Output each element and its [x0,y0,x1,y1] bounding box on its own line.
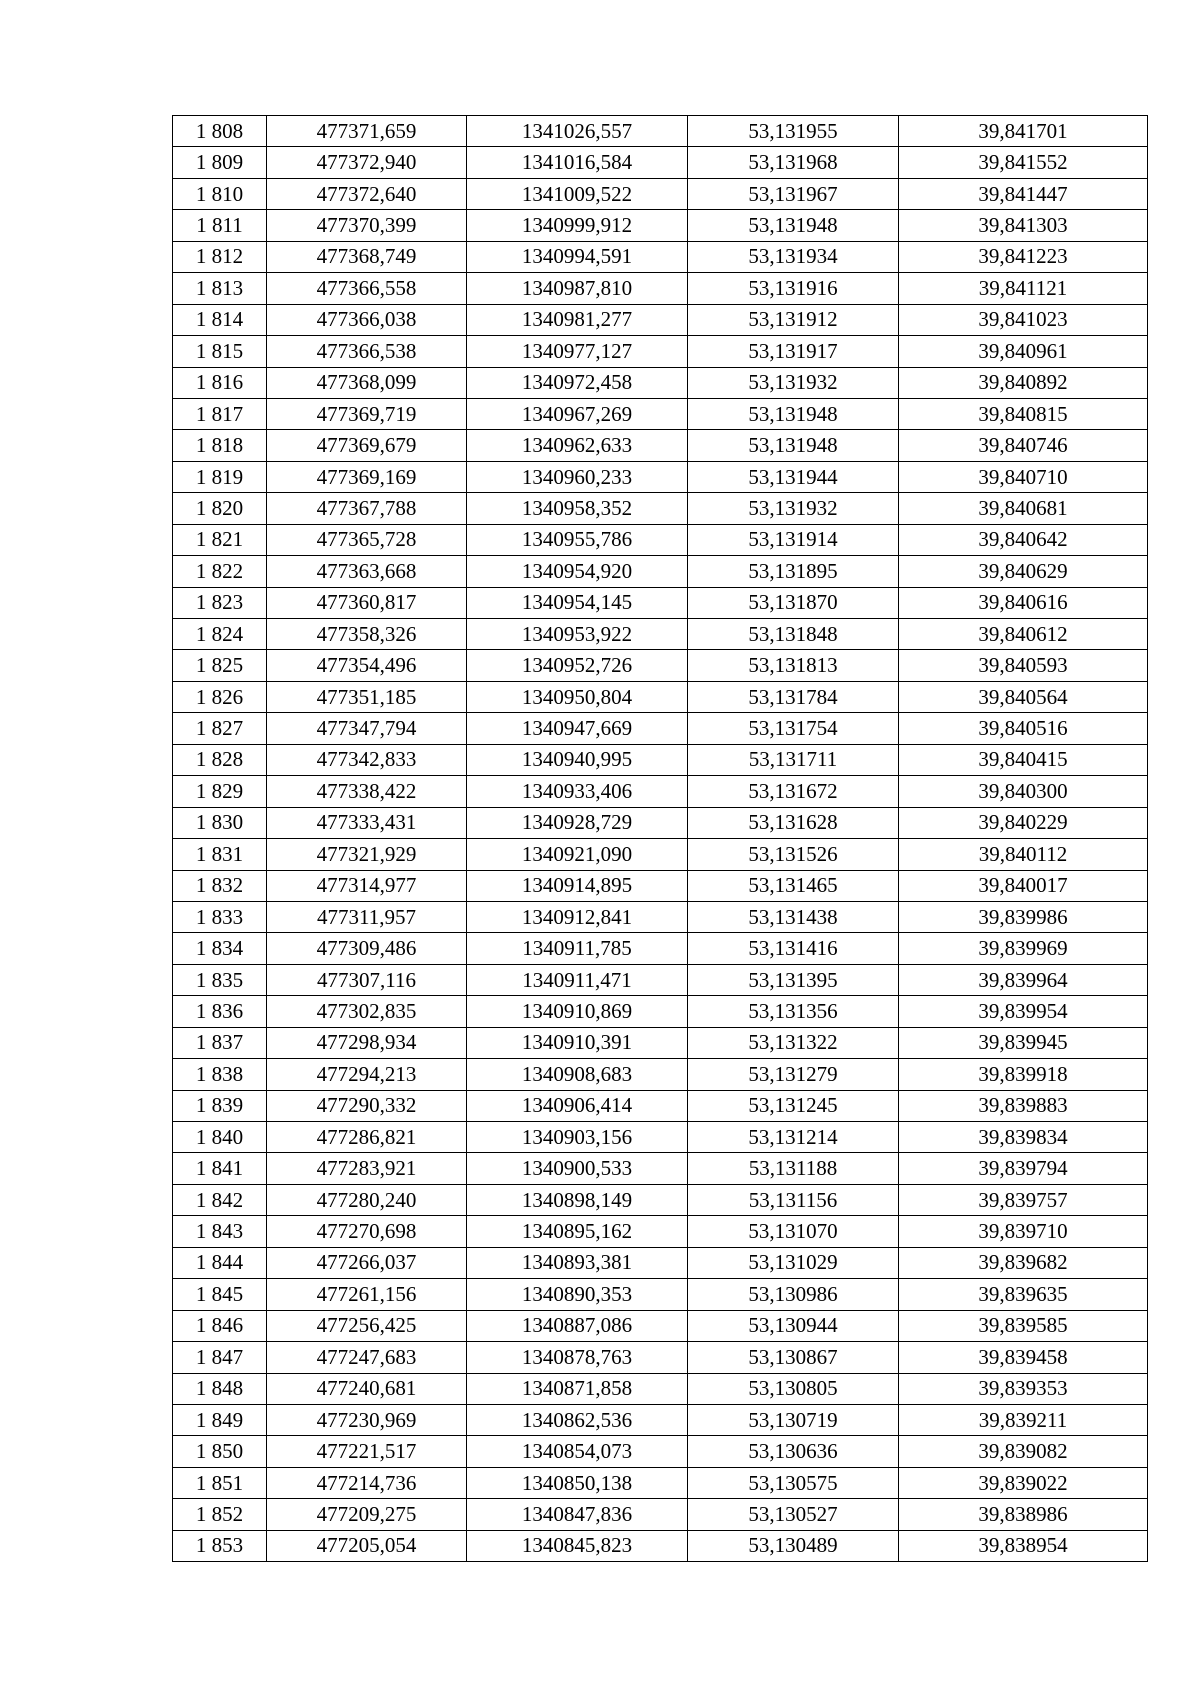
y-coordinate-cell: 1340958,352 [467,493,688,524]
longitude-cell: 39,840612 [899,619,1148,650]
table-row [173,1122,1148,1153]
longitude-cell: 39,840415 [899,744,1148,775]
x-coordinate-cell: 477214,736 [267,1467,467,1498]
longitude-cell: 39,840629 [899,556,1148,587]
point-number-cell: 1 823 [173,587,267,618]
longitude-cell: 39,840961 [899,336,1148,367]
latitude-cell: 53,131156 [688,1184,899,1215]
latitude-cell: 53,130719 [688,1404,899,1435]
table-row [173,461,1148,492]
y-coordinate-cell: 1340994,591 [467,241,688,272]
latitude-cell: 53,131932 [688,493,899,524]
table-row [173,1436,1148,1467]
point-number-cell: 1 849 [173,1404,267,1435]
y-coordinate-cell: 1340900,533 [467,1153,688,1184]
y-coordinate-cell: 1340967,269 [467,398,688,429]
x-coordinate-cell: 477290,332 [267,1090,467,1121]
x-coordinate-cell: 477247,683 [267,1342,467,1373]
point-number-cell: 1 809 [173,147,267,178]
longitude-cell: 39,841447 [899,178,1148,209]
x-coordinate-cell: 477283,921 [267,1153,467,1184]
point-number-cell: 1 838 [173,1059,267,1090]
table-row [173,1027,1148,1058]
point-number-cell: 1 828 [173,744,267,775]
y-coordinate-cell: 1340878,763 [467,1342,688,1373]
y-coordinate-cell: 1340962,633 [467,430,688,461]
point-number-cell: 1 824 [173,619,267,650]
x-coordinate-cell: 477321,929 [267,839,467,870]
latitude-cell: 53,131870 [688,587,899,618]
y-coordinate-cell: 1340914,895 [467,870,688,901]
longitude-cell: 39,839022 [899,1467,1148,1498]
latitude-cell: 53,130986 [688,1279,899,1310]
longitude-cell: 39,838954 [899,1530,1148,1561]
longitude-cell: 39,840746 [899,430,1148,461]
y-coordinate-cell: 1340910,869 [467,996,688,1027]
latitude-cell: 53,131754 [688,713,899,744]
x-coordinate-cell: 477333,431 [267,807,467,838]
y-coordinate-cell: 1340950,804 [467,681,688,712]
point-number-cell: 1 852 [173,1499,267,1530]
longitude-cell: 39,839986 [899,901,1148,932]
x-coordinate-cell: 477256,425 [267,1310,467,1341]
y-coordinate-cell: 1340928,729 [467,807,688,838]
x-coordinate-cell: 477363,668 [267,556,467,587]
x-coordinate-cell: 477351,185 [267,681,467,712]
point-number-cell: 1 811 [173,210,267,241]
point-number-cell: 1 839 [173,1090,267,1121]
table-row [173,116,1148,147]
latitude-cell: 53,131356 [688,996,899,1027]
x-coordinate-cell: 477366,038 [267,304,467,335]
y-coordinate-cell: 1340972,458 [467,367,688,398]
point-number-cell: 1 832 [173,870,267,901]
latitude-cell: 53,130527 [688,1499,899,1530]
table-row [173,839,1148,870]
point-number-cell: 1 850 [173,1436,267,1467]
x-coordinate-cell: 477366,558 [267,273,467,304]
point-number-cell: 1 843 [173,1216,267,1247]
point-number-cell: 1 846 [173,1310,267,1341]
table-row [173,1153,1148,1184]
latitude-cell: 53,130575 [688,1467,899,1498]
point-number-cell: 1 848 [173,1373,267,1404]
table-row [173,650,1148,681]
y-coordinate-cell: 1340903,156 [467,1122,688,1153]
point-number-cell: 1 819 [173,461,267,492]
latitude-cell: 53,131628 [688,807,899,838]
latitude-cell: 53,131672 [688,776,899,807]
longitude-cell: 39,839954 [899,996,1148,1027]
latitude-cell: 53,131395 [688,964,899,995]
table-row [173,367,1148,398]
y-coordinate-cell: 1341026,557 [467,116,688,147]
longitude-cell: 39,840815 [899,398,1148,429]
longitude-cell: 39,840017 [899,870,1148,901]
x-coordinate-cell: 477280,240 [267,1184,467,1215]
longitude-cell: 39,840112 [899,839,1148,870]
latitude-cell: 53,131968 [688,147,899,178]
latitude-cell: 53,131848 [688,619,899,650]
table-row [173,1499,1148,1530]
y-coordinate-cell: 1340906,414 [467,1090,688,1121]
longitude-cell: 39,839585 [899,1310,1148,1341]
y-coordinate-cell: 1340847,836 [467,1499,688,1530]
x-coordinate-cell: 477369,169 [267,461,467,492]
y-coordinate-cell: 1340871,858 [467,1373,688,1404]
table-row [173,587,1148,618]
table-row [173,273,1148,304]
x-coordinate-cell: 477311,957 [267,901,467,932]
table-row [173,1530,1148,1561]
point-number-cell: 1 815 [173,336,267,367]
point-number-cell: 1 853 [173,1530,267,1561]
table-row [173,713,1148,744]
point-number-cell: 1 831 [173,839,267,870]
latitude-cell: 53,131279 [688,1059,899,1090]
y-coordinate-cell: 1340854,073 [467,1436,688,1467]
longitude-cell: 39,839682 [899,1247,1148,1278]
table-row [173,964,1148,995]
table-row [173,398,1148,429]
table-row [173,681,1148,712]
y-coordinate-cell: 1341009,522 [467,178,688,209]
latitude-cell: 53,130867 [688,1342,899,1373]
y-coordinate-cell: 1340908,683 [467,1059,688,1090]
table-row [173,1247,1148,1278]
point-number-cell: 1 844 [173,1247,267,1278]
y-coordinate-cell: 1340940,995 [467,744,688,775]
point-number-cell: 1 820 [173,493,267,524]
x-coordinate-cell: 477298,934 [267,1027,467,1058]
point-number-cell: 1 827 [173,713,267,744]
table-row [173,1310,1148,1341]
latitude-cell: 53,131948 [688,398,899,429]
point-number-cell: 1 810 [173,178,267,209]
longitude-cell: 39,840229 [899,807,1148,838]
latitude-cell: 53,131944 [688,461,899,492]
latitude-cell: 53,131214 [688,1122,899,1153]
y-coordinate-cell: 1340910,391 [467,1027,688,1058]
y-coordinate-cell: 1340933,406 [467,776,688,807]
latitude-cell: 53,131917 [688,336,899,367]
latitude-cell: 53,131934 [688,241,899,272]
table-row [173,241,1148,272]
y-coordinate-cell: 1340850,138 [467,1467,688,1498]
y-coordinate-cell: 1340890,353 [467,1279,688,1310]
table-row [173,336,1148,367]
table-row [173,1059,1148,1090]
longitude-cell: 39,839883 [899,1090,1148,1121]
table-row [173,933,1148,964]
longitude-cell: 39,839211 [899,1404,1148,1435]
x-coordinate-cell: 477302,835 [267,996,467,1027]
point-number-cell: 1 830 [173,807,267,838]
y-coordinate-cell: 1340954,920 [467,556,688,587]
x-coordinate-cell: 477366,538 [267,336,467,367]
x-coordinate-cell: 477240,681 [267,1373,467,1404]
y-coordinate-cell: 1340893,381 [467,1247,688,1278]
latitude-cell: 53,131948 [688,430,899,461]
longitude-cell: 39,840616 [899,587,1148,618]
x-coordinate-cell: 477372,640 [267,178,467,209]
table-row [173,493,1148,524]
y-coordinate-cell: 1340911,471 [467,964,688,995]
y-coordinate-cell: 1340862,536 [467,1404,688,1435]
longitude-cell: 39,841552 [899,147,1148,178]
table-row [173,776,1148,807]
longitude-cell: 39,839635 [899,1279,1148,1310]
longitude-cell: 39,840300 [899,776,1148,807]
x-coordinate-cell: 477360,817 [267,587,467,618]
table-row [173,556,1148,587]
x-coordinate-cell: 477294,213 [267,1059,467,1090]
x-coordinate-cell: 477367,788 [267,493,467,524]
table-row [173,619,1148,650]
y-coordinate-cell: 1340921,090 [467,839,688,870]
x-coordinate-cell: 477307,116 [267,964,467,995]
point-number-cell: 1 834 [173,933,267,964]
y-coordinate-cell: 1340845,823 [467,1530,688,1561]
longitude-cell: 39,839757 [899,1184,1148,1215]
longitude-cell: 39,839458 [899,1342,1148,1373]
point-number-cell: 1 816 [173,367,267,398]
point-number-cell: 1 835 [173,964,267,995]
latitude-cell: 53,131465 [688,870,899,901]
point-number-cell: 1 836 [173,996,267,1027]
x-coordinate-cell: 477286,821 [267,1122,467,1153]
y-coordinate-cell: 1340953,922 [467,619,688,650]
longitude-cell: 39,839082 [899,1436,1148,1467]
table-row [173,178,1148,209]
y-coordinate-cell: 1340895,162 [467,1216,688,1247]
y-coordinate-cell: 1340952,726 [467,650,688,681]
y-coordinate-cell: 1340999,912 [467,210,688,241]
longitude-cell: 39,841023 [899,304,1148,335]
longitude-cell: 39,840681 [899,493,1148,524]
point-number-cell: 1 808 [173,116,267,147]
latitude-cell: 53,131438 [688,901,899,932]
longitude-cell: 39,840710 [899,461,1148,492]
latitude-cell: 53,131955 [688,116,899,147]
latitude-cell: 53,131932 [688,367,899,398]
latitude-cell: 53,131322 [688,1027,899,1058]
table-row [173,1404,1148,1435]
longitude-cell: 39,840892 [899,367,1148,398]
x-coordinate-cell: 477354,496 [267,650,467,681]
latitude-cell: 53,131912 [688,304,899,335]
latitude-cell: 53,130489 [688,1530,899,1561]
latitude-cell: 53,131948 [688,210,899,241]
point-number-cell: 1 841 [173,1153,267,1184]
point-number-cell: 1 812 [173,241,267,272]
longitude-cell: 39,841303 [899,210,1148,241]
y-coordinate-cell: 1340911,785 [467,933,688,964]
longitude-cell: 39,839918 [899,1059,1148,1090]
longitude-cell: 39,840642 [899,524,1148,555]
x-coordinate-cell: 477261,156 [267,1279,467,1310]
point-number-cell: 1 825 [173,650,267,681]
x-coordinate-cell: 477314,977 [267,870,467,901]
point-number-cell: 1 847 [173,1342,267,1373]
longitude-cell: 39,840516 [899,713,1148,744]
y-coordinate-cell: 1340954,145 [467,587,688,618]
x-coordinate-cell: 477369,719 [267,398,467,429]
latitude-cell: 53,131416 [688,933,899,964]
point-number-cell: 1 842 [173,1184,267,1215]
longitude-cell: 39,839945 [899,1027,1148,1058]
longitude-cell: 39,839969 [899,933,1148,964]
latitude-cell: 53,131895 [688,556,899,587]
table-row [173,870,1148,901]
table-row [173,1373,1148,1404]
longitude-cell: 39,841701 [899,116,1148,147]
latitude-cell: 53,130636 [688,1436,899,1467]
latitude-cell: 53,130944 [688,1310,899,1341]
x-coordinate-cell: 477372,940 [267,147,467,178]
coordinates-table [172,115,1148,1562]
table-row [173,1184,1148,1215]
longitude-cell: 39,839794 [899,1153,1148,1184]
latitude-cell: 53,131711 [688,744,899,775]
y-coordinate-cell: 1341016,584 [467,147,688,178]
x-coordinate-cell: 477368,099 [267,367,467,398]
longitude-cell: 39,841121 [899,273,1148,304]
y-coordinate-cell: 1340912,841 [467,901,688,932]
x-coordinate-cell: 477230,969 [267,1404,467,1435]
longitude-cell: 39,840564 [899,681,1148,712]
x-coordinate-cell: 477371,659 [267,116,467,147]
latitude-cell: 53,131916 [688,273,899,304]
table-row [173,430,1148,461]
point-number-cell: 1 833 [173,901,267,932]
x-coordinate-cell: 477368,749 [267,241,467,272]
x-coordinate-cell: 477209,275 [267,1499,467,1530]
point-number-cell: 1 822 [173,556,267,587]
latitude-cell: 53,131813 [688,650,899,681]
y-coordinate-cell: 1340898,149 [467,1184,688,1215]
longitude-cell: 39,839964 [899,964,1148,995]
latitude-cell: 53,131029 [688,1247,899,1278]
x-coordinate-cell: 477309,486 [267,933,467,964]
x-coordinate-cell: 477369,679 [267,430,467,461]
longitude-cell: 39,838986 [899,1499,1148,1530]
x-coordinate-cell: 477347,794 [267,713,467,744]
point-number-cell: 1 817 [173,398,267,429]
latitude-cell: 53,131070 [688,1216,899,1247]
table-row [173,807,1148,838]
point-number-cell: 1 840 [173,1122,267,1153]
x-coordinate-cell: 477338,422 [267,776,467,807]
latitude-cell: 53,131188 [688,1153,899,1184]
y-coordinate-cell: 1340987,810 [467,273,688,304]
table-row [173,210,1148,241]
x-coordinate-cell: 477370,399 [267,210,467,241]
table-row [173,1090,1148,1121]
point-number-cell: 1 813 [173,273,267,304]
longitude-cell: 39,839834 [899,1122,1148,1153]
point-number-cell: 1 826 [173,681,267,712]
y-coordinate-cell: 1340947,669 [467,713,688,744]
point-number-cell: 1 818 [173,430,267,461]
y-coordinate-cell: 1340955,786 [467,524,688,555]
x-coordinate-cell: 477205,054 [267,1530,467,1561]
table-row [173,1216,1148,1247]
table-row [173,1342,1148,1373]
longitude-cell: 39,841223 [899,241,1148,272]
table-row [173,901,1148,932]
point-number-cell: 1 821 [173,524,267,555]
table-row [173,1279,1148,1310]
table-row [173,304,1148,335]
x-coordinate-cell: 477266,037 [267,1247,467,1278]
latitude-cell: 53,131526 [688,839,899,870]
table-row [173,147,1148,178]
y-coordinate-cell: 1340977,127 [467,336,688,367]
point-number-cell: 1 845 [173,1279,267,1310]
latitude-cell: 53,131967 [688,178,899,209]
y-coordinate-cell: 1340981,277 [467,304,688,335]
table-row [173,524,1148,555]
point-number-cell: 1 851 [173,1467,267,1498]
coordinates-table-body [173,116,1148,1562]
table-row [173,1467,1148,1498]
x-coordinate-cell: 477365,728 [267,524,467,555]
latitude-cell: 53,130805 [688,1373,899,1404]
point-number-cell: 1 837 [173,1027,267,1058]
x-coordinate-cell: 477270,698 [267,1216,467,1247]
point-number-cell: 1 814 [173,304,267,335]
longitude-cell: 39,839353 [899,1373,1148,1404]
x-coordinate-cell: 477358,326 [267,619,467,650]
latitude-cell: 53,131784 [688,681,899,712]
latitude-cell: 53,131245 [688,1090,899,1121]
x-coordinate-cell: 477221,517 [267,1436,467,1467]
x-coordinate-cell: 477342,833 [267,744,467,775]
y-coordinate-cell: 1340960,233 [467,461,688,492]
longitude-cell: 39,839710 [899,1216,1148,1247]
longitude-cell: 39,840593 [899,650,1148,681]
y-coordinate-cell: 1340887,086 [467,1310,688,1341]
point-number-cell: 1 829 [173,776,267,807]
latitude-cell: 53,131914 [688,524,899,555]
table-row [173,744,1148,775]
table-row [173,996,1148,1027]
